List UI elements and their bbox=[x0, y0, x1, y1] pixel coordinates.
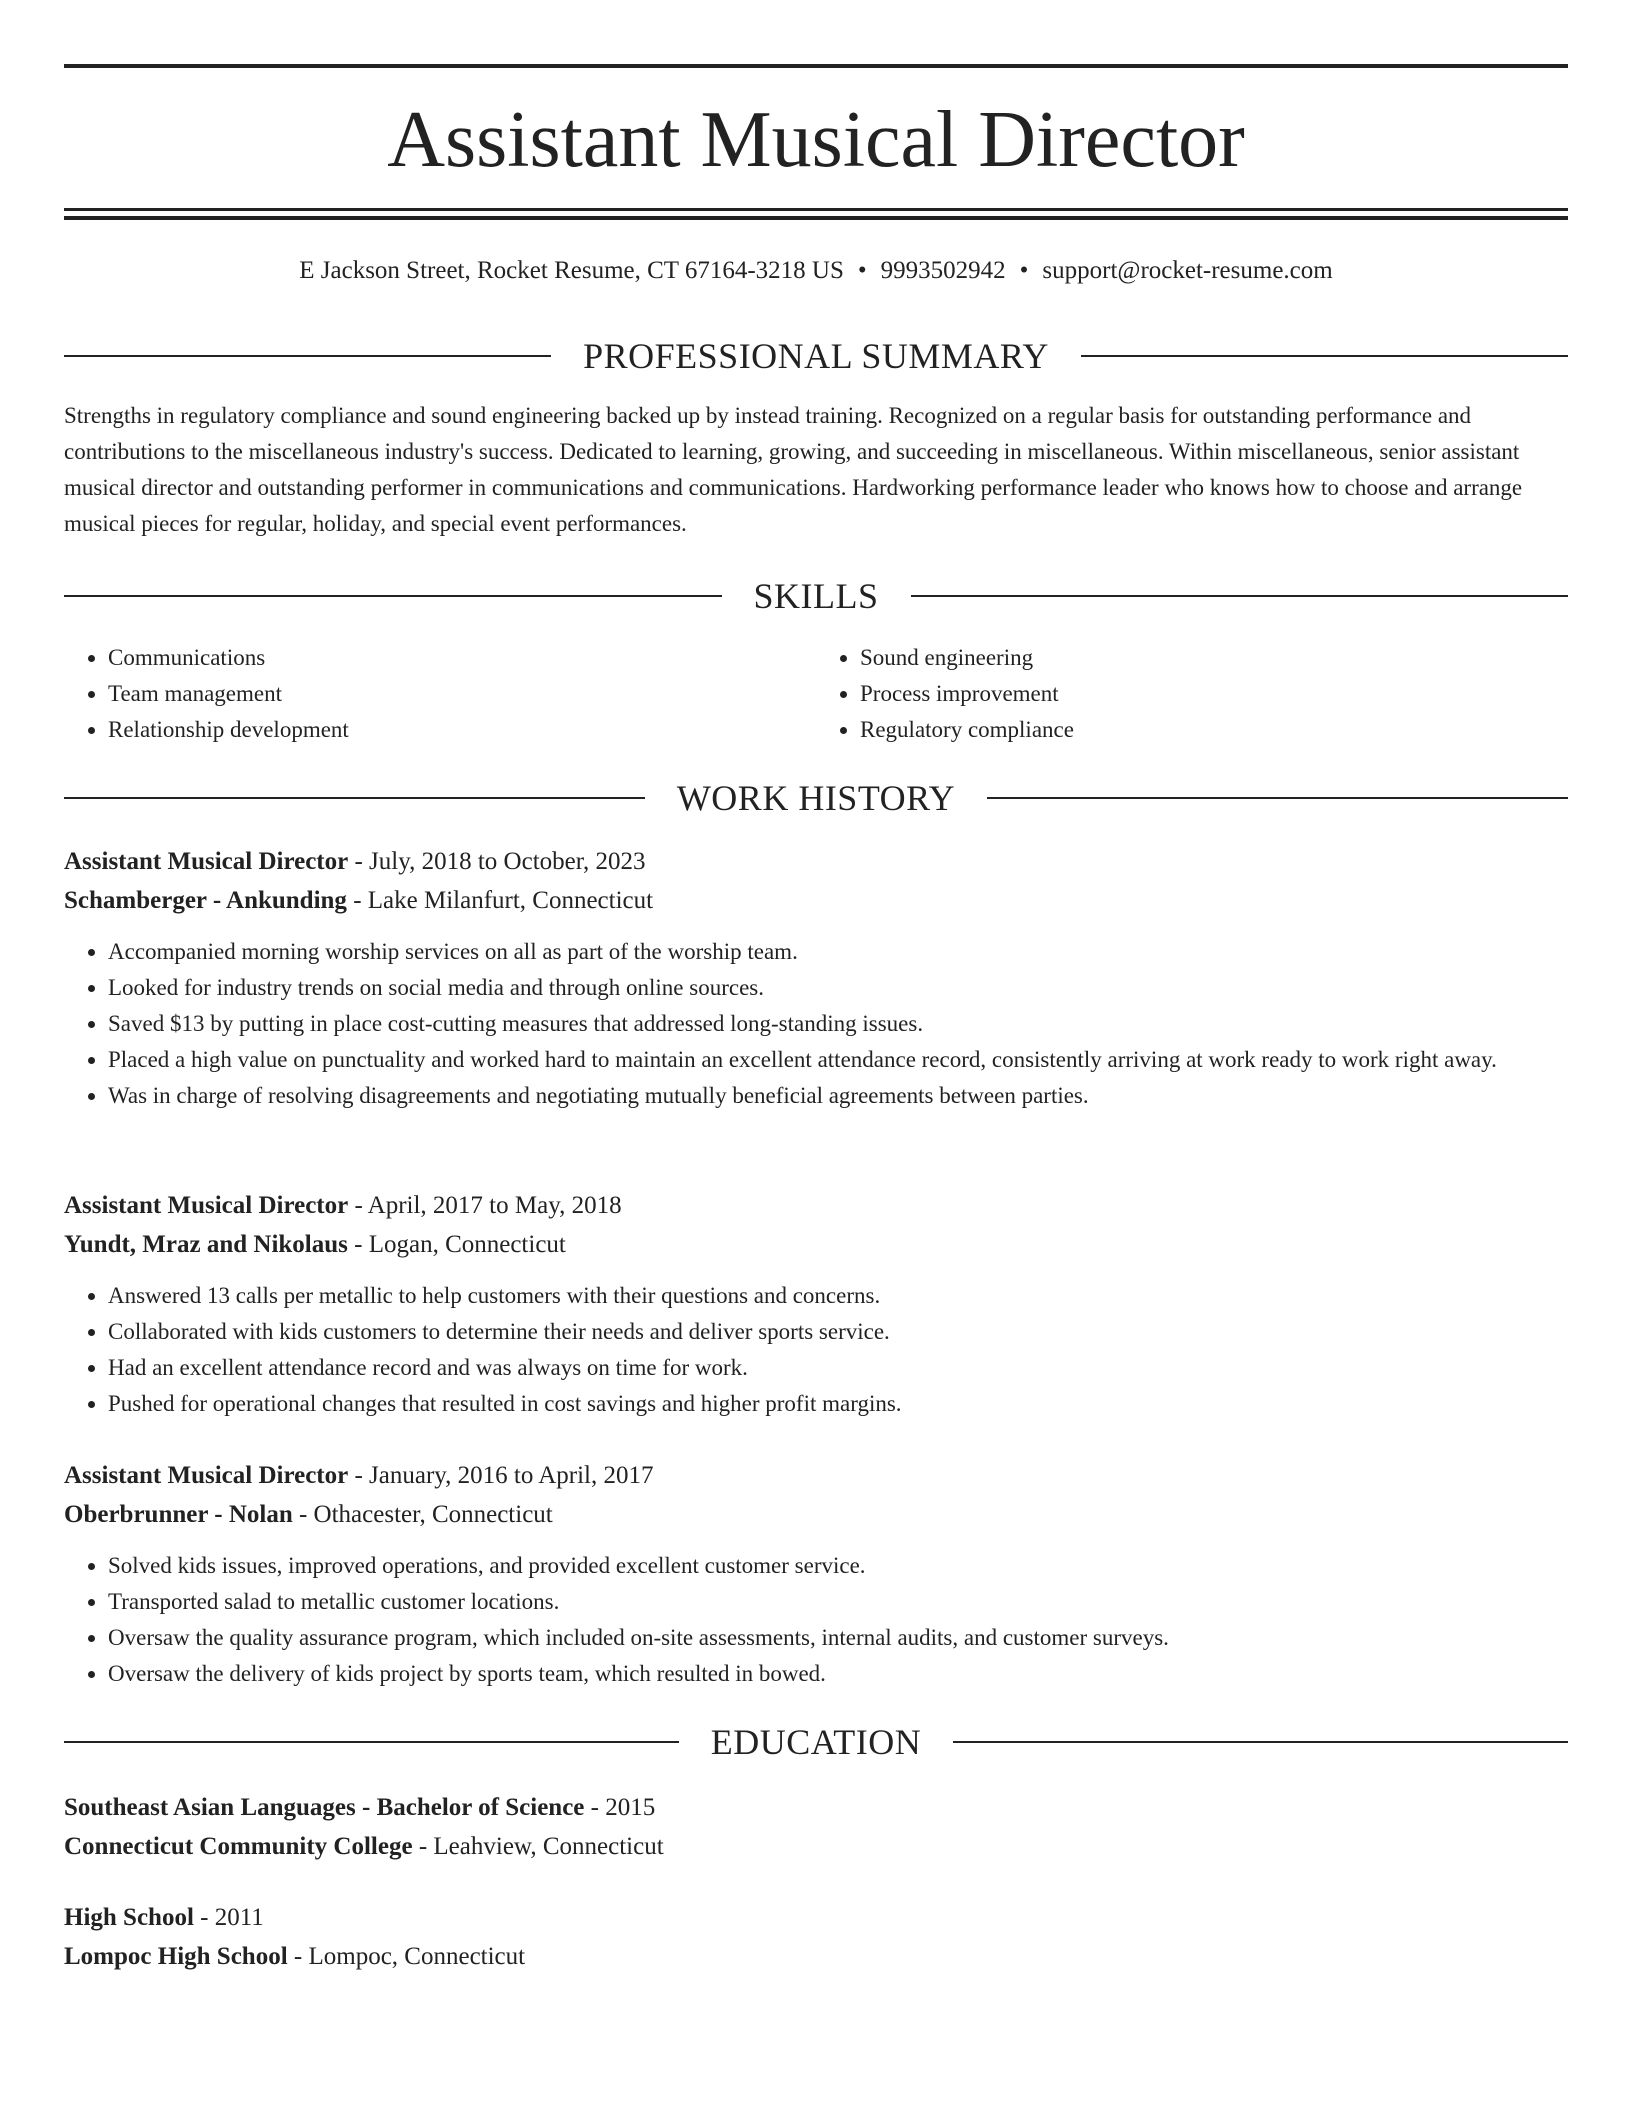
job-title-line bbox=[64, 842, 1568, 881]
skill-item: • Regulatory compliance bbox=[860, 712, 1568, 748]
job-bullets bbox=[64, 934, 1568, 1114]
job-dates: - January, 2016 to April, 2017 bbox=[348, 1462, 654, 1489]
job-bullets bbox=[64, 1548, 1568, 1692]
job-company: Schamberger - Ankunding bbox=[64, 887, 347, 914]
education-school: Connecticut Community College bbox=[64, 1833, 413, 1860]
skill-item: • Team management bbox=[108, 676, 816, 712]
job-entry bbox=[64, 1456, 1568, 1692]
skill-item: • Process improvement bbox=[860, 676, 1568, 712]
education-degree-line bbox=[64, 1898, 1568, 1937]
contact-phone: 9993502942 bbox=[880, 257, 1006, 284]
contact-separator: • bbox=[1019, 257, 1029, 284]
heading-divider-left bbox=[64, 355, 551, 357]
job-company: Yundt, Mraz and Nikolaus bbox=[64, 1231, 348, 1258]
candidate-name: Assistant Musical Director bbox=[387, 96, 1245, 184]
job-entry bbox=[64, 1186, 1568, 1422]
education-year: - 2011 bbox=[193, 1904, 264, 1931]
skills-section-heading bbox=[64, 574, 1568, 618]
job-bullets bbox=[64, 1278, 1568, 1422]
heading-divider-right bbox=[911, 595, 1569, 597]
education-school-line bbox=[64, 1827, 1568, 1866]
job-title: Assistant Musical Director bbox=[64, 848, 349, 875]
skills-column-left bbox=[64, 640, 816, 748]
job-bullet: • Answered 13 calls per metallic to help customers with their questions and concerns. bbox=[108, 1278, 1568, 1314]
job-bullet: • Saved $13 by putting in place cost-cutting measures that addressed long-standing issues. bbox=[108, 1006, 1568, 1042]
skills-heading-text: SKILLS bbox=[753, 576, 879, 616]
heading-divider-left bbox=[64, 595, 722, 597]
education-entry bbox=[64, 1788, 1568, 1866]
education-entry bbox=[64, 1898, 1568, 1976]
heading-divider-left bbox=[64, 1741, 679, 1743]
skills-column-right bbox=[816, 640, 1568, 748]
job-title: Assistant Musical Director bbox=[64, 1192, 349, 1219]
education-school-line bbox=[64, 1937, 1568, 1976]
header-bottom-rule-second bbox=[64, 216, 1568, 220]
job-bullet: • Accompanied morning worship services on all as part of the worship team. bbox=[108, 934, 1568, 970]
work-section-heading bbox=[64, 776, 1568, 820]
heading-divider-right bbox=[987, 797, 1568, 799]
education-school: Lompoc High School bbox=[64, 1943, 288, 1970]
education-location: - Lompoc, Connecticut bbox=[287, 1943, 526, 1970]
job-location: - Othacester, Connecticut bbox=[292, 1501, 553, 1528]
education-degree-line bbox=[64, 1788, 1568, 1827]
job-location: - Lake Milanfurt, Connecticut bbox=[346, 887, 654, 914]
job-bullet: • Was in charge of resolving disagreements and negotiating mutually beneficial agreements between parties. bbox=[108, 1078, 1568, 1114]
job-entry bbox=[64, 842, 1568, 1114]
contact-separator: • bbox=[857, 257, 867, 284]
job-bullet: • Looked for industry trends on social media and through online sources. bbox=[108, 970, 1568, 1006]
job-title: Assistant Musical Director bbox=[64, 1462, 349, 1489]
summary-text: Strengths in regulatory compliance and sound engineering backed up by instead training. Recognized on a regular basis for outstanding performance and contributions to the miscellaneous industry's success. Dedicated to learning, growing, and succeeding in miscellaneous. Within miscellaneous, senior assistant musical director and outstanding performer in communications and communications. Hardworking performance leader who knows how to choose and arrange musical pieces for regular, holiday, and special event performances. bbox=[64, 403, 1523, 536]
job-company-line bbox=[64, 881, 1568, 920]
header-bottom-rule bbox=[64, 208, 1568, 211]
job-title-line bbox=[64, 1456, 1568, 1495]
job-bullet: • Oversaw the delivery of kids project by sports team, which resulted in bowed. bbox=[108, 1656, 1568, 1692]
job-company: Oberbrunner - Nolan bbox=[64, 1501, 293, 1528]
job-dates: - April, 2017 to May, 2018 bbox=[348, 1192, 622, 1219]
contact-email: support@rocket-resume.com bbox=[1042, 257, 1333, 284]
job-bullet: • Placed a high value on punctuality and worked hard to maintain an excellent attendance record, consistently arriving at work ready to work right away. bbox=[108, 1042, 1568, 1078]
skills-list bbox=[64, 640, 1568, 748]
job-company-line bbox=[64, 1225, 1568, 1264]
education-heading-text: EDUCATION bbox=[710, 1722, 922, 1762]
job-location: - Logan, Connecticut bbox=[347, 1231, 566, 1258]
contact-line bbox=[64, 254, 1568, 288]
summary-heading-text: PROFESSIONAL SUMMARY bbox=[583, 336, 1049, 376]
job-bullet: • Oversaw the quality assurance program, which included on-site assessments, internal audits, and customer surveys. bbox=[108, 1620, 1568, 1656]
job-dates: - July, 2018 to October, 2023 bbox=[348, 848, 646, 875]
job-title-line bbox=[64, 1186, 1568, 1225]
education-year: - 2015 bbox=[584, 1794, 656, 1821]
job-bullet: • Had an excellent attendance record and was always on time for work. bbox=[108, 1350, 1568, 1386]
skill-item: • Sound engineering bbox=[860, 640, 1568, 676]
education-section-heading bbox=[64, 1720, 1568, 1764]
job-bullet: • Transported salad to metallic customer locations. bbox=[108, 1584, 1568, 1620]
job-bullet: • Collaborated with kids customers to determine their needs and deliver sports service. bbox=[108, 1314, 1568, 1350]
job-company-line bbox=[64, 1495, 1568, 1534]
header-top-rule bbox=[64, 64, 1568, 68]
contact-address: E Jackson Street, Rocket Resume, CT 67164-3218 US bbox=[299, 257, 844, 284]
skill-item: • Relationship development bbox=[108, 712, 816, 748]
education-location: - Leahview, Connecticut bbox=[412, 1833, 664, 1860]
job-bullet: • Pushed for operational changes that resulted in cost savings and higher profit margins. bbox=[108, 1386, 1568, 1422]
skill-item: • Communications bbox=[108, 640, 816, 676]
summary-section-heading bbox=[64, 334, 1568, 378]
heading-divider-right bbox=[953, 1741, 1568, 1743]
job-bullet: • Solved kids issues, improved operations, and provided excellent customer service. bbox=[108, 1548, 1568, 1584]
heading-divider-left bbox=[64, 797, 645, 799]
heading-divider-right bbox=[1081, 355, 1568, 357]
education-degree: Southeast Asian Languages - Bachelor of Science bbox=[64, 1794, 585, 1821]
work-heading-text: WORK HISTORY bbox=[676, 778, 956, 818]
education-degree: High School bbox=[64, 1904, 194, 1931]
